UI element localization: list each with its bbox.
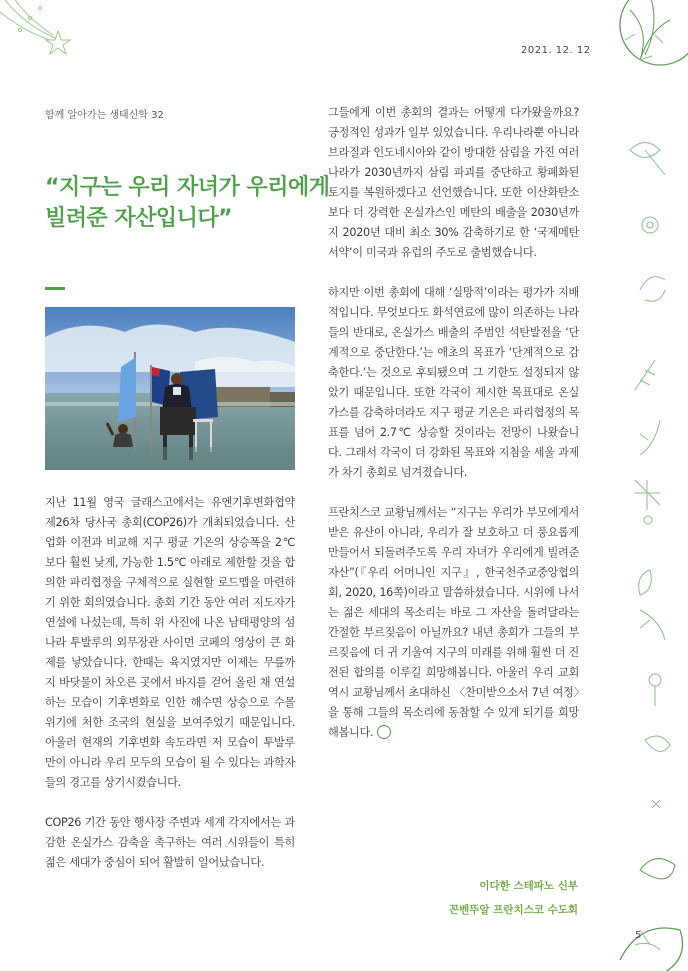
series-label: 함께 알아가는 생태신학 32 [45, 110, 164, 121]
right-column [328, 103, 579, 743]
author-signature [449, 874, 578, 922]
star-decoration [0, 0, 90, 70]
end-mark-icon [377, 725, 391, 739]
title-underline [45, 287, 65, 290]
title-line-1: “지구는 우리 자녀가 우리에게 [45, 175, 330, 200]
article-title [45, 172, 329, 234]
author-name: 이다한 스테파노 신부 [479, 880, 578, 892]
left-column [45, 493, 295, 873]
author-organization: 꼰벤뚜알 프란치스코 수도회 [448, 904, 578, 916]
left-paragraph-1: 지난 11월 영국 글래스고에서는 유엔기후변화협약 제26차 당사국 총회(COP26)가 개최되었습니다. 산업화 이전과 비교해 지구 평균 기온의 상승폭을 2℃보다 훨씬 낮게, 가능한 1.5℃ 아래로 제한할 것을 합의한 파리협정을 구체적으로 실현할 로드맵을 마련하기 위한 회의였습니다. 총회 기간 동안 여러 지도자가 연설에 나섰는데, 특히 위 사진에 나온 남태평양의 섬나라 투발루의 외무장관 사이먼 코페의 영상이 큰 화제를 낳았습니다. 한때는 육지였지만 이제는 무릎까지 바닷물이 차오른 곳에서 바지를 걷어 올린 채 연설하는 모습이 기후변화로 인한 해수면 상승으로 수몰 위기에 처한 조국의 현실을 보여주었기 때문입니다. 아울러 현재의 기후변화 속도라면 저 모습이 투발루만이 아니라 우리 모두의 모습이 될 수 있다는 과학자들의 경고를 상기시켰습니다. [45, 496, 295, 789]
page-number: 5 [635, 930, 642, 941]
right-paragraph-2: 하지만 이번 총회에 대해 ‘실망적’이라는 평가가 지배적입니다. 무엇보다도 화석연료에 많이 의존하는 나라들의 반대로, 온실가스 배출의 주범인 석탄발전을 ‘단계적으로 중단한다.’는 애초의 목표가 ‘단계적으로 감축한다.’는 것으로 후퇴됐으며 그 기한도 설정되지 않았기 때문입니다. 또한 각국이 제시한 목표대로 온실가스를 감축하더라도 지구 평균 기온은 파리협정의 목표를 넘어 2.7℃ 상승할 것이라는 전망이 나왔습니다. 그래서 각국이 더 강화된 목표와 지침을 세울 과제가 차기 총회로 넘겨졌습니다. [328, 286, 579, 479]
botanical-decoration [600, 0, 688, 971]
right-paragraph-3 [328, 503, 579, 743]
right-paragraph-1: 그들에게 이번 총회의 결과는 어떻게 다가왔을까요? 긍정적인 성과가 일부 있었습니다. 우리나라뿐 아니라 브라질과 인도네시아와 같이 방대한 삼림을 가진 여러 나라가 2030년까지 삼림 파괴를 중단하고 황폐화된 토지를 복원하겠다고 선언했습니다. 또한 이산화탄소보다 더 강력한 온실가스인 메탄의 배출을 2030년까지 2020년 대비 최소 30% 감축하기로 한 ‘국제메탄서약’이 미국과 유럽의 주도로 출범했습니다. [328, 106, 579, 259]
title-line-2: 빌려준 자산입니다” [45, 206, 233, 231]
left-paragraph-2: COP26 기간 동안 행사장 주변과 세계 각지에서는 과감한 온실가스 감축을 촉구하는 여러 시위들이 특히 젊은 세대가 중심이 되어 활발히 일어났습니다. [45, 816, 295, 869]
issue-date: 2021. 12. 12 [521, 45, 591, 56]
article-photo [45, 307, 295, 470]
right-paragraph-3-text: 프란치스코 교황님께서는 “지구는 우리가 부모에게서 받은 유산이 아니라, 우리가 잘 보호하고 더 풍요롭게 만들어서 되돌려주도록 우리 자녀가 우리에게 빌려준 자산”(『우리 어머니인 지구』, 한국천주교중앙협의회, 2020, 16쪽)이라고 말씀하셨습니다. 시위에 나서는 젊은 세대의 목소리는 바로 그 자산을 돌려달라는 간절한 부르짖음이 아닐까요? 내년 총회가 그들의 부르짖음에 더 귀 기울여 지구의 미래를 위해 훨씬 더 진전된 합의를 이루길 희망해봅니다. 아울러 우리 교회 역시 교황님께서 초대하신 〈찬미받으소서 7년 여정〉을 통해 그들의 목소리에 동참할 수 있게 되기를 희망해봅니다. [328, 506, 579, 739]
